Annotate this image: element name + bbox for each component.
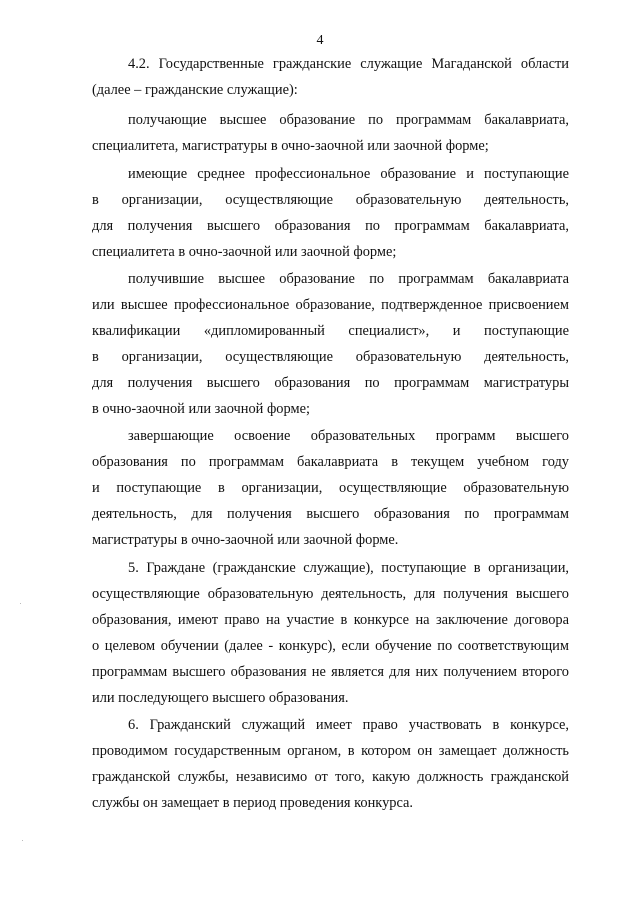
text-line: получившие высшее образование по программам бакалавриата <box>128 271 569 287</box>
text-line: 5. Граждане (гражданские служащие), поступающие в организации, <box>128 560 569 576</box>
text-line: гражданской службы, независимо от того, какую должность гражданской <box>92 769 569 785</box>
text-line: осуществляющие образовательную деятельность, для получения высшего <box>92 586 569 602</box>
text-line: в очно-заочной или заочной форме; <box>92 401 310 417</box>
text-line: магистратуры в очно-заочной или заочной форме. <box>92 532 399 548</box>
text-line: проводимом государственным органом, в котором он замещает должность <box>92 743 569 759</box>
text-line: 4.2. Государственные гражданские служащие Магаданской области <box>128 56 569 72</box>
text-line: имеющие среднее профессиональное образование и поступающие <box>128 166 569 182</box>
scan-speck <box>22 840 23 841</box>
text-line: специалитета в очно-заочной или заочной форме; <box>92 244 397 260</box>
text-line: деятельность, для получения высшего образования по программам <box>92 506 569 522</box>
scan-speck <box>20 603 21 604</box>
text-line: службы он замещает в период проведения конкурса. <box>92 795 414 811</box>
text-line: квалификации «дипломированный специалист», и поступающие <box>92 323 569 339</box>
text-line: 6. Гражданский служащий имеет право участвовать в конкурсе, <box>128 717 569 733</box>
text-line: образования, имеют право на участие в конкурсе на заключение договора <box>92 612 569 628</box>
text-line: для получения высшего образования по программам бакалавриата, <box>92 218 569 234</box>
text-line: для получения высшего образования по программам магистратуры <box>92 375 569 391</box>
text-line: о целевом обучении (далее - конкурс), если обучение по соответствующим <box>92 638 569 654</box>
text-line: программам высшего образования не является для них получением второго <box>92 664 569 680</box>
text-line: в организации, осуществляющие образовательную деятельность, <box>92 349 569 365</box>
text-line: специалитета, магистратуры в очно-заочной или заочной форме; <box>92 138 489 154</box>
text-line: и поступающие в организации, осуществляющие образовательную <box>92 480 569 496</box>
text-line: получающие высшее образование по программам бакалавриата, <box>128 112 569 128</box>
text-line: завершающие освоение образовательных программ высшего <box>128 428 569 444</box>
page-number: 4 <box>316 33 324 48</box>
text-line: (далее – гражданские служащие): <box>92 82 298 98</box>
text-line: или последующего высшего образования. <box>92 690 349 706</box>
text-line: образования по программам бакалавриата в текущем учебном году <box>92 454 569 470</box>
text-line: или высшее профессиональное образование, подтвержденное присвоением <box>92 297 569 313</box>
text-line: в организации, осуществляющие образовательную деятельность, <box>92 192 569 208</box>
